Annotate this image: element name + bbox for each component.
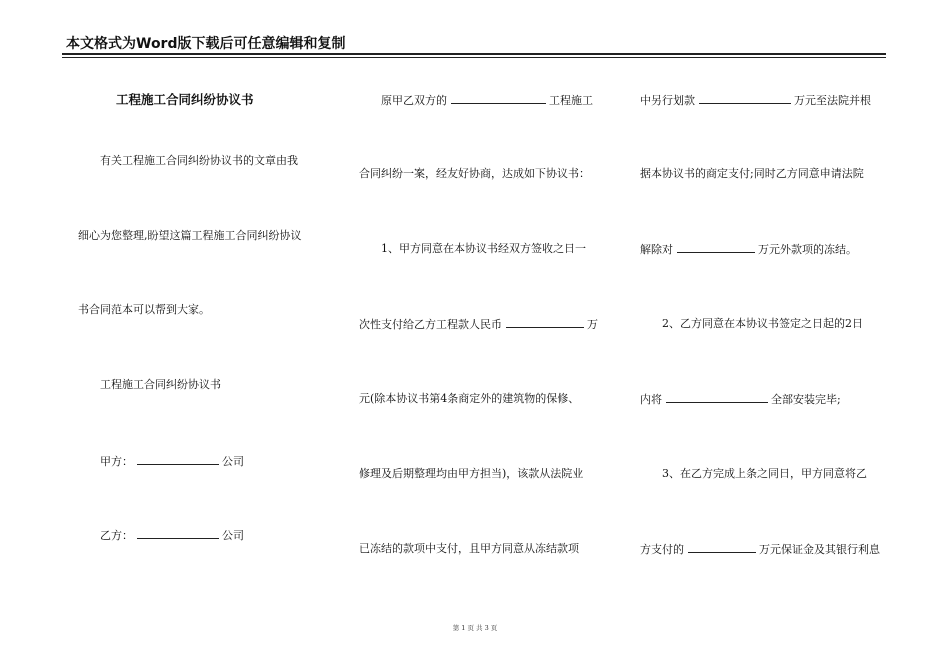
text-segment: 万元外款项的冻结。 [758,243,857,256]
party-b-line [100,528,244,543]
party-b-label: 乙方： [100,529,133,542]
paragraph-line [359,317,598,332]
header-title: 本文格式为Word版下载后可任意编辑和复制 [66,36,346,52]
paragraph-line [640,542,880,557]
amount-blank[interactable] [506,317,584,328]
paragraph-line: 已冻结的款项中支付，且甲方同意从冻结款项 [359,542,579,555]
party-b-blank[interactable] [137,528,219,539]
text-segment: 原甲乙双方的 [381,94,447,107]
party-b-suffix: 公司 [222,529,244,542]
paragraph-line: 修理及后期整理均由甲方担当)，该款从法院业 [359,467,584,480]
paragraph-line [640,392,841,407]
amount-blank[interactable] [699,93,791,104]
subtitle: 工程施工合同纠纷协议书 [100,378,221,391]
amount-blank[interactable] [677,242,755,253]
text-segment: 工程施工 [549,94,593,107]
paragraph-line: 据本协议书的商定支付;同时乙方同意申请法院 [640,167,864,180]
paragraph-line: 细心为您整理,盼望这篇工程施工合同纠纷协议 [78,229,302,242]
text-segment: 次性支付给乙方工程款人民币 [359,318,502,331]
paragraph-line [640,93,871,108]
party-a-suffix: 公司 [222,455,244,468]
text-segment: 解除对 [640,243,673,256]
paragraph-line [640,242,857,257]
project-name-blank[interactable] [451,93,546,104]
party-a-line [100,454,244,469]
text-segment: 全部安装完毕; [771,393,841,406]
paragraph-line: 元(除本协议书第4条商定外的建筑物的保修、 [359,392,580,405]
text-segment: 方支付的 [640,543,684,556]
column-3 [640,0,890,672]
paragraph-line: 3、在乙方完成上条之同日，甲方同意将乙 [662,467,867,480]
text-segment: 内将 [640,393,662,406]
paragraph-line: 合同纠纷一案，经友好协商，达成如下协议书： [359,167,590,180]
paragraph-line: 2、乙方同意在本协议书签定之日起的2日 [662,317,863,330]
paragraph-line: 有关工程施工合同纠纷协议书的文章由我 [100,154,298,167]
column-2 [359,0,609,672]
page-footer: 第 1 页 共 3 页 [452,624,498,632]
text-segment: 万元保证金及其银行利息 [759,543,880,556]
party-a-label: 甲方： [100,455,133,468]
column-1 [78,0,328,672]
paragraph-line: 1、甲方同意在本协议书经双方签收之日一 [381,242,586,255]
text-segment: 万 [587,318,598,331]
document-title: 工程施工合同纠纷协议书 [116,92,254,107]
paragraph-line: 书合同范本可以帮到大家。 [78,303,210,316]
item-blank[interactable] [666,392,768,403]
paragraph-line [381,93,593,108]
text-segment: 中另行划款 [640,94,695,107]
text-segment: 万元至法院并根 [794,94,871,107]
party-a-blank[interactable] [137,454,219,465]
amount-blank[interactable] [688,542,756,553]
